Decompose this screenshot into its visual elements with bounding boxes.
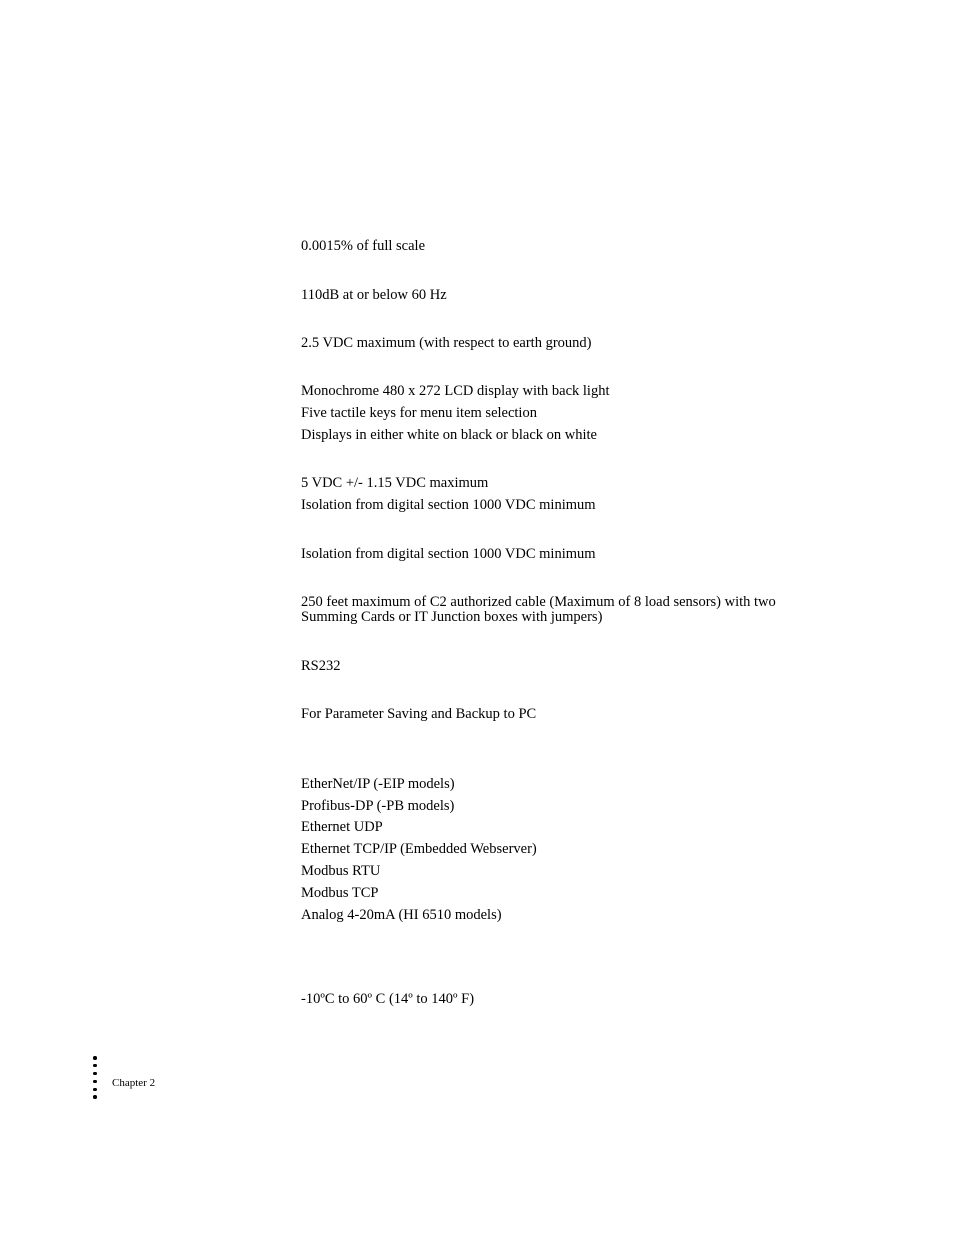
spec-excitation-line: Isolation from digital section 1000 VDC minimum bbox=[301, 497, 596, 513]
spec-common-mode-rejection: 110dB at or below 60 Hz bbox=[301, 287, 447, 303]
spec-communications-line: Profibus-DP (-PB models) bbox=[301, 798, 455, 814]
spec-display-line: Monochrome 480 x 272 LCD display with back light bbox=[301, 383, 610, 399]
spec-common-mode-voltage: 2.5 VDC maximum (with respect to earth ground) bbox=[301, 335, 592, 351]
spec-resolution: 0.0015% of full scale bbox=[301, 238, 426, 254]
spec-communications-line: Analog 4-20mA (HI 6510 models) bbox=[301, 907, 502, 923]
footer-dots-decoration bbox=[92, 1056, 98, 1103]
footer-dot bbox=[93, 1072, 97, 1076]
footer-dot bbox=[93, 1056, 97, 1060]
footer-dot bbox=[93, 1095, 97, 1099]
footer-chapter-label: Chapter 2 bbox=[112, 1077, 156, 1089]
spec-communications-line: Ethernet TCP/IP (Embedded Webserver) bbox=[301, 841, 537, 857]
spec-cable: 250 feet maximum of C2 authorized cable (Maximum of 8 load sensors) with two Summing Cards or IT Junction boxes with jumpers) bbox=[301, 594, 776, 625]
spec-excitation-line: 5 VDC +/- 1.15 VDC maximum bbox=[301, 475, 489, 491]
spec-temperature: -10ºC to 60º C (14º to 140º F) bbox=[301, 991, 475, 1007]
spec-communications-line: EtherNet/IP (-EIP models) bbox=[301, 776, 455, 792]
footer-dot bbox=[93, 1088, 97, 1092]
spec-communications-line: Ethernet UDP bbox=[301, 819, 383, 835]
spec-usb: For Parameter Saving and Backup to PC bbox=[301, 706, 537, 722]
spec-display-line: Five tactile keys for menu item selection bbox=[301, 405, 537, 421]
footer-dot bbox=[93, 1064, 97, 1068]
spec-communications-line: Modbus TCP bbox=[301, 885, 379, 901]
spec-serial: RS232 bbox=[301, 658, 341, 674]
spec-display-line: Displays in either white on black or black on white bbox=[301, 427, 597, 443]
footer-dot bbox=[93, 1080, 97, 1084]
spec-communications-line: Modbus RTU bbox=[301, 863, 381, 879]
spec-isolation: Isolation from digital section 1000 VDC minimum bbox=[301, 546, 596, 562]
